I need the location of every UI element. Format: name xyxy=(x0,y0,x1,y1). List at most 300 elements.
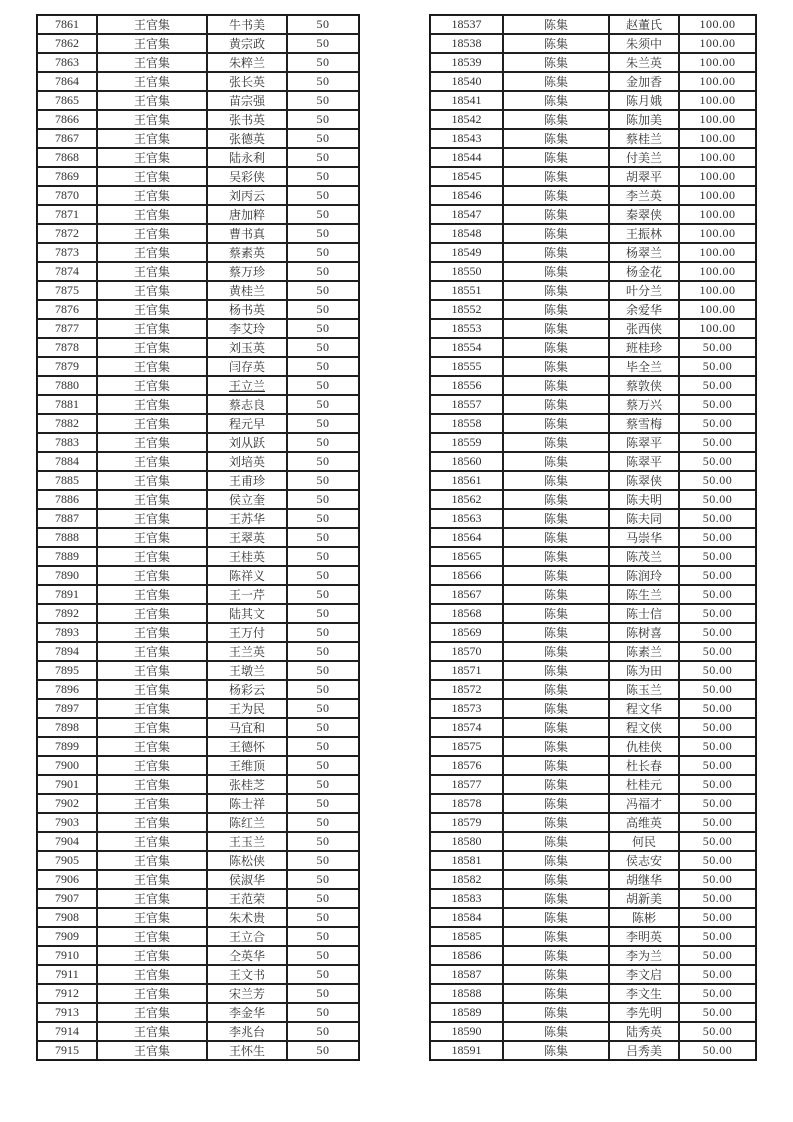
cell-township: 陈集 xyxy=(503,262,609,281)
cell-name: 刘培英 xyxy=(207,452,287,471)
cell-id: 18591 xyxy=(430,1041,503,1060)
cell-township: 陈集 xyxy=(503,737,609,756)
cell-amount: 50.00 xyxy=(679,604,756,623)
cell-id: 7890 xyxy=(37,566,97,585)
table-row xyxy=(430,224,756,243)
cell-amount: 50.00 xyxy=(679,794,756,813)
cell-township: 王官集 xyxy=(97,15,207,34)
cell-id: 7873 xyxy=(37,243,97,262)
cell-township: 王官集 xyxy=(97,718,207,737)
cell-township: 王官集 xyxy=(97,319,207,338)
cell-amount: 50 xyxy=(287,509,359,528)
table-row xyxy=(37,1022,359,1041)
cell-name: 仇桂侠 xyxy=(609,737,679,756)
cell-township: 陈集 xyxy=(503,927,609,946)
table-row xyxy=(37,224,359,243)
cell-amount: 50.00 xyxy=(679,623,756,642)
cell-id: 7867 xyxy=(37,129,97,148)
cell-amount: 50.00 xyxy=(679,566,756,585)
cell-township: 陈集 xyxy=(503,851,609,870)
cell-amount: 100.00 xyxy=(679,319,756,338)
table-row xyxy=(37,908,359,927)
cell-name: 付美兰 xyxy=(609,148,679,167)
cell-name: 黄桂兰 xyxy=(207,281,287,300)
cell-amount: 50 xyxy=(287,699,359,718)
cell-id: 7875 xyxy=(37,281,97,300)
cell-name: 金加香 xyxy=(609,72,679,91)
table-row xyxy=(37,699,359,718)
table-row xyxy=(430,452,756,471)
table-row xyxy=(430,1041,756,1060)
table-row xyxy=(430,319,756,338)
cell-id: 7880 xyxy=(37,376,97,395)
cell-amount: 50.00 xyxy=(679,585,756,604)
cell-township: 陈集 xyxy=(503,946,609,965)
cell-amount: 100.00 xyxy=(679,148,756,167)
cell-township: 王官集 xyxy=(97,585,207,604)
table-row xyxy=(37,566,359,585)
cell-name: 李文生 xyxy=(609,984,679,1003)
cell-id: 7896 xyxy=(37,680,97,699)
cell-id: 18547 xyxy=(430,205,503,224)
cell-amount: 50.00 xyxy=(679,661,756,680)
cell-amount: 50 xyxy=(287,661,359,680)
cell-township: 陈集 xyxy=(503,300,609,319)
cell-id: 7906 xyxy=(37,870,97,889)
cell-id: 18541 xyxy=(430,91,503,110)
cell-township: 王官集 xyxy=(97,680,207,699)
cell-id: 7865 xyxy=(37,91,97,110)
cell-name: 杜桂元 xyxy=(609,775,679,794)
cell-amount: 50 xyxy=(287,756,359,775)
cell-name: 侯立奎 xyxy=(207,490,287,509)
cell-amount: 50.00 xyxy=(679,1022,756,1041)
cell-name: 陈彬 xyxy=(609,908,679,927)
cell-id: 18563 xyxy=(430,509,503,528)
cell-township: 陈集 xyxy=(503,1041,609,1060)
cell-amount: 50 xyxy=(287,471,359,490)
cell-amount: 50.00 xyxy=(679,946,756,965)
cell-id: 7885 xyxy=(37,471,97,490)
cell-name: 朱术贵 xyxy=(207,908,287,927)
table-row xyxy=(37,186,359,205)
cell-township: 陈集 xyxy=(503,224,609,243)
cell-amount: 50.00 xyxy=(679,414,756,433)
cell-name: 李先明 xyxy=(609,1003,679,1022)
table-row xyxy=(430,1022,756,1041)
cell-amount: 50 xyxy=(287,148,359,167)
cell-id: 18550 xyxy=(430,262,503,281)
cell-amount: 50.00 xyxy=(679,718,756,737)
cell-township: 王官集 xyxy=(97,623,207,642)
cell-name: 程文侠 xyxy=(609,718,679,737)
cell-name: 唐加粹 xyxy=(207,205,287,224)
cell-name: 陈松侠 xyxy=(207,851,287,870)
cell-township: 王官集 xyxy=(97,927,207,946)
table-row xyxy=(430,718,756,737)
cell-id: 7887 xyxy=(37,509,97,528)
table-row xyxy=(37,547,359,566)
cell-name: 王维顶 xyxy=(207,756,287,775)
table-row xyxy=(430,680,756,699)
cell-amount: 50 xyxy=(287,737,359,756)
cell-name: 刘丙云 xyxy=(207,186,287,205)
cell-id: 18564 xyxy=(430,528,503,547)
cell-name: 李兆台 xyxy=(207,1022,287,1041)
cell-township: 陈集 xyxy=(503,566,609,585)
cell-amount: 50 xyxy=(287,34,359,53)
cell-amount: 50.00 xyxy=(679,528,756,547)
table-row xyxy=(37,319,359,338)
cell-name: 陈素兰 xyxy=(609,642,679,661)
cell-name: 陆永利 xyxy=(207,148,287,167)
table-row xyxy=(37,452,359,471)
cell-amount: 50 xyxy=(287,186,359,205)
table-row xyxy=(37,72,359,91)
table-row xyxy=(37,528,359,547)
cell-amount: 50 xyxy=(287,224,359,243)
table-row xyxy=(37,870,359,889)
cell-name: 秦翠侠 xyxy=(609,205,679,224)
table-row xyxy=(430,243,756,262)
cell-amount: 50 xyxy=(287,243,359,262)
cell-id: 18579 xyxy=(430,813,503,832)
cell-id: 7866 xyxy=(37,110,97,129)
cell-id: 18589 xyxy=(430,1003,503,1022)
cell-id: 18577 xyxy=(430,775,503,794)
cell-amount: 50 xyxy=(287,490,359,509)
cell-name: 李文启 xyxy=(609,965,679,984)
cell-id: 18568 xyxy=(430,604,503,623)
table-row xyxy=(37,984,359,1003)
cell-id: 18578 xyxy=(430,794,503,813)
table-row xyxy=(430,433,756,452)
cell-name: 王墩兰 xyxy=(207,661,287,680)
cell-name: 李金华 xyxy=(207,1003,287,1022)
cell-amount: 50.00 xyxy=(679,471,756,490)
table-row xyxy=(430,604,756,623)
table-row xyxy=(430,737,756,756)
table-row xyxy=(430,72,756,91)
cell-amount: 50 xyxy=(287,528,359,547)
cell-id: 18557 xyxy=(430,395,503,414)
cell-township: 陈集 xyxy=(503,585,609,604)
cell-id: 7891 xyxy=(37,585,97,604)
cell-amount: 50 xyxy=(287,357,359,376)
cell-township: 王官集 xyxy=(97,34,207,53)
cell-name: 侯淑华 xyxy=(207,870,287,889)
cell-name: 王甫珍 xyxy=(207,471,287,490)
cell-amount: 100.00 xyxy=(679,72,756,91)
table-row xyxy=(37,965,359,984)
cell-amount: 50.00 xyxy=(679,813,756,832)
cell-township: 陈集 xyxy=(503,718,609,737)
cell-id: 18542 xyxy=(430,110,503,129)
cell-name: 冯福才 xyxy=(609,794,679,813)
cell-name: 张西侠 xyxy=(609,319,679,338)
cell-township: 王官集 xyxy=(97,699,207,718)
cell-amount: 100.00 xyxy=(679,186,756,205)
cell-name: 王为民 xyxy=(207,699,287,718)
table-row xyxy=(37,357,359,376)
cell-name: 曹书真 xyxy=(207,224,287,243)
cell-name: 张德英 xyxy=(207,129,287,148)
cell-id: 7886 xyxy=(37,490,97,509)
table-row xyxy=(430,53,756,72)
cell-name: 毕全兰 xyxy=(609,357,679,376)
cell-name: 朱兰英 xyxy=(609,53,679,72)
cell-name: 杨彩云 xyxy=(207,680,287,699)
cell-amount: 50 xyxy=(287,775,359,794)
table-row xyxy=(430,585,756,604)
cell-amount: 50 xyxy=(287,832,359,851)
cell-name: 杨翠兰 xyxy=(609,243,679,262)
cell-amount: 50 xyxy=(287,1022,359,1041)
cell-amount: 50 xyxy=(287,167,359,186)
cell-township: 陈集 xyxy=(503,15,609,34)
cell-name: 叶分兰 xyxy=(609,281,679,300)
cell-id: 18543 xyxy=(430,129,503,148)
cell-name: 程文华 xyxy=(609,699,679,718)
cell-id: 7905 xyxy=(37,851,97,870)
cell-township: 陈集 xyxy=(503,490,609,509)
cell-amount: 50 xyxy=(287,680,359,699)
table-row xyxy=(37,110,359,129)
cell-township: 陈集 xyxy=(503,699,609,718)
cell-amount: 50 xyxy=(287,585,359,604)
cell-name: 张桂芝 xyxy=(207,775,287,794)
cell-name: 陈士祥 xyxy=(207,794,287,813)
cell-amount: 50.00 xyxy=(679,490,756,509)
table-row xyxy=(37,338,359,357)
cell-id: 18540 xyxy=(430,72,503,91)
cell-name: 陈润玲 xyxy=(609,566,679,585)
left-roster-table xyxy=(36,14,360,1061)
cell-id: 7893 xyxy=(37,623,97,642)
cell-township: 王官集 xyxy=(97,528,207,547)
table-row xyxy=(37,262,359,281)
cell-name: 王振林 xyxy=(609,224,679,243)
cell-id: 18552 xyxy=(430,300,503,319)
table-row xyxy=(430,471,756,490)
cell-township: 陈集 xyxy=(503,376,609,395)
cell-amount: 50 xyxy=(287,984,359,1003)
cell-township: 陈集 xyxy=(503,965,609,984)
cell-amount: 50 xyxy=(287,813,359,832)
cell-id: 18574 xyxy=(430,718,503,737)
cell-name: 李为兰 xyxy=(609,946,679,965)
cell-name: 陈为田 xyxy=(609,661,679,680)
cell-amount: 50 xyxy=(287,110,359,129)
cell-id: 7913 xyxy=(37,1003,97,1022)
cell-amount: 100.00 xyxy=(679,53,756,72)
cell-amount: 50.00 xyxy=(679,357,756,376)
cell-name: 闫存英 xyxy=(207,357,287,376)
cell-township: 王官集 xyxy=(97,908,207,927)
cell-id: 7901 xyxy=(37,775,97,794)
cell-township: 陈集 xyxy=(503,186,609,205)
table-row xyxy=(37,34,359,53)
cell-township: 王官集 xyxy=(97,186,207,205)
cell-id: 18561 xyxy=(430,471,503,490)
cell-township: 王官集 xyxy=(97,338,207,357)
cell-amount: 50 xyxy=(287,300,359,319)
table-row xyxy=(37,243,359,262)
table-row xyxy=(430,357,756,376)
cell-name: 蔡万珍 xyxy=(207,262,287,281)
cell-amount: 50 xyxy=(287,547,359,566)
cell-amount: 100.00 xyxy=(679,34,756,53)
table-row xyxy=(430,927,756,946)
cell-township: 陈集 xyxy=(503,509,609,528)
table-row xyxy=(37,813,359,832)
table-row xyxy=(37,414,359,433)
cell-township: 王官集 xyxy=(97,300,207,319)
cell-name: 刘从跃 xyxy=(207,433,287,452)
table-row xyxy=(37,661,359,680)
cell-id: 18544 xyxy=(430,148,503,167)
table-row xyxy=(430,870,756,889)
cell-id: 7910 xyxy=(37,946,97,965)
cell-id: 7863 xyxy=(37,53,97,72)
cell-township: 王官集 xyxy=(97,1041,207,1060)
cell-amount: 100.00 xyxy=(679,243,756,262)
table-row xyxy=(37,775,359,794)
cell-township: 王官集 xyxy=(97,148,207,167)
cell-id: 18546 xyxy=(430,186,503,205)
cell-id: 18576 xyxy=(430,756,503,775)
cell-township: 王官集 xyxy=(97,91,207,110)
cell-id: 18545 xyxy=(430,167,503,186)
cell-township: 陈集 xyxy=(503,395,609,414)
cell-township: 陈集 xyxy=(503,433,609,452)
cell-name: 蔡雪梅 xyxy=(609,414,679,433)
table-row xyxy=(430,566,756,585)
cell-name: 吴彩侠 xyxy=(207,167,287,186)
cell-id: 18580 xyxy=(430,832,503,851)
cell-name: 马崇华 xyxy=(609,528,679,547)
cell-township: 王官集 xyxy=(97,813,207,832)
cell-amount: 50.00 xyxy=(679,832,756,851)
cell-township: 王官集 xyxy=(97,167,207,186)
table-row xyxy=(430,642,756,661)
cell-name: 陆其文 xyxy=(207,604,287,623)
table-row xyxy=(37,281,359,300)
cell-township: 王官集 xyxy=(97,490,207,509)
cell-id: 18573 xyxy=(430,699,503,718)
cell-township: 王官集 xyxy=(97,642,207,661)
cell-amount: 50 xyxy=(287,889,359,908)
table-row xyxy=(37,433,359,452)
cell-id: 18560 xyxy=(430,452,503,471)
cell-id: 18562 xyxy=(430,490,503,509)
cell-id: 7899 xyxy=(37,737,97,756)
cell-amount: 50.00 xyxy=(679,395,756,414)
cell-township: 王官集 xyxy=(97,53,207,72)
cell-id: 7864 xyxy=(37,72,97,91)
cell-township: 陈集 xyxy=(503,642,609,661)
table-row xyxy=(430,91,756,110)
cell-id: 7870 xyxy=(37,186,97,205)
cell-township: 王官集 xyxy=(97,395,207,414)
cell-township: 陈集 xyxy=(503,794,609,813)
cell-name: 陆秀英 xyxy=(609,1022,679,1041)
cell-id: 7908 xyxy=(37,908,97,927)
cell-id: 7879 xyxy=(37,357,97,376)
cell-township: 王官集 xyxy=(97,205,207,224)
cell-amount: 50 xyxy=(287,604,359,623)
table-row xyxy=(37,946,359,965)
table-row xyxy=(430,661,756,680)
cell-id: 18570 xyxy=(430,642,503,661)
cell-name: 陈夫同 xyxy=(609,509,679,528)
cell-name: 张长英 xyxy=(207,72,287,91)
cell-amount: 50 xyxy=(287,794,359,813)
cell-name: 何民 xyxy=(609,832,679,851)
table-row xyxy=(37,1041,359,1060)
table-row xyxy=(37,889,359,908)
cell-id: 18558 xyxy=(430,414,503,433)
cell-amount: 50.00 xyxy=(679,851,756,870)
cell-amount: 50 xyxy=(287,376,359,395)
cell-name: 蔡志良 xyxy=(207,395,287,414)
cell-amount: 50.00 xyxy=(679,338,756,357)
cell-amount: 50.00 xyxy=(679,1003,756,1022)
cell-id: 7903 xyxy=(37,813,97,832)
cell-id: 7892 xyxy=(37,604,97,623)
cell-township: 王官集 xyxy=(97,775,207,794)
cell-id: 7861 xyxy=(37,15,97,34)
cell-township: 陈集 xyxy=(503,813,609,832)
cell-name: 侯志安 xyxy=(609,851,679,870)
table-row xyxy=(37,1003,359,1022)
cell-amount: 100.00 xyxy=(679,110,756,129)
cell-amount: 50 xyxy=(287,433,359,452)
cell-id: 18583 xyxy=(430,889,503,908)
cell-name: 王立合 xyxy=(207,927,287,946)
cell-id: 18581 xyxy=(430,851,503,870)
cell-township: 陈集 xyxy=(503,775,609,794)
cell-id: 18588 xyxy=(430,984,503,1003)
cell-name: 黄宗政 xyxy=(207,34,287,53)
cell-name: 陈祥义 xyxy=(207,566,287,585)
table-row xyxy=(37,376,359,395)
cell-township: 陈集 xyxy=(503,870,609,889)
cell-name: 陈翠侠 xyxy=(609,471,679,490)
cell-name: 王苏华 xyxy=(207,509,287,528)
cell-amount: 50.00 xyxy=(679,433,756,452)
table-row xyxy=(37,167,359,186)
cell-township: 王官集 xyxy=(97,471,207,490)
cell-name: 马宜和 xyxy=(207,718,287,737)
cell-id: 18548 xyxy=(430,224,503,243)
table-row xyxy=(430,889,756,908)
cell-name: 胡新美 xyxy=(609,889,679,908)
cell-amount: 100.00 xyxy=(679,167,756,186)
cell-amount: 50 xyxy=(287,965,359,984)
table-row xyxy=(430,946,756,965)
cell-amount: 50.00 xyxy=(679,547,756,566)
cell-name: 陈月娥 xyxy=(609,91,679,110)
cell-amount: 50.00 xyxy=(679,509,756,528)
table-row xyxy=(430,623,756,642)
cell-amount: 50 xyxy=(287,1041,359,1060)
cell-name: 陈红兰 xyxy=(207,813,287,832)
cell-id: 18582 xyxy=(430,870,503,889)
cell-id: 18572 xyxy=(430,680,503,699)
cell-id: 7895 xyxy=(37,661,97,680)
cell-id: 7877 xyxy=(37,319,97,338)
